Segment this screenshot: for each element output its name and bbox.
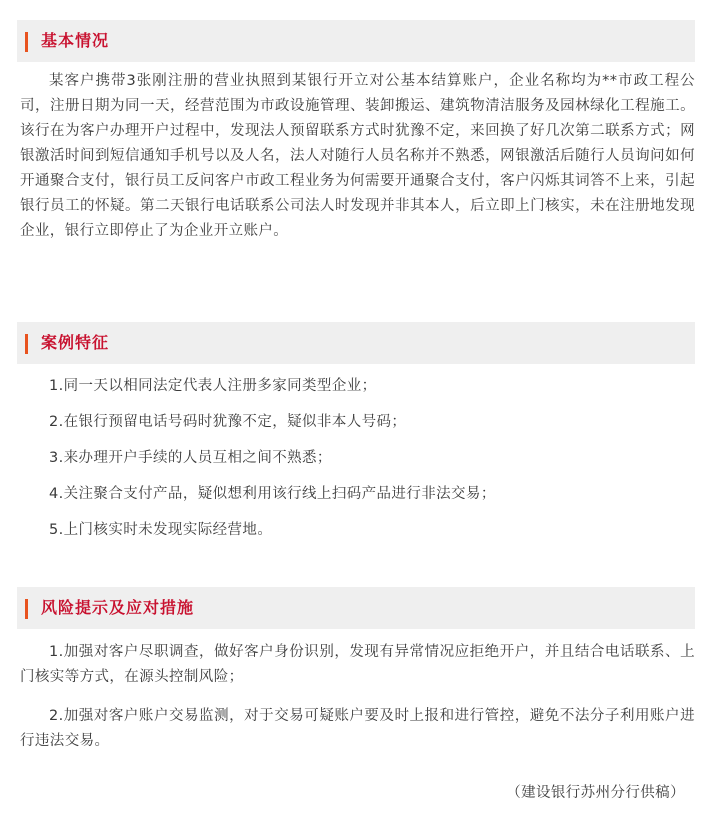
risk-measure-paragraph: 1.加强对客户尽职调查，做好客户身份识别，发现有异常情况应拒绝开户，并且结合电话联系、上门核实等方式，在源头控制风险； <box>20 644 695 685</box>
section-title: 风险提示及应对措施 <box>41 598 195 617</box>
section-header-risk-measures <box>17 587 695 629</box>
risk-measure-paragraph: 2.加强对客户账户交易监测，对于交易可疑账户要及时上报和进行管控，避免不法分子利用账户进行违法交易。 <box>20 708 695 749</box>
list-item: 3.来办理开户手续的人员互相之间不熟悉； <box>49 450 332 466</box>
basic-info-paragraph: 某客户携带3张刚注册的营业执照到某银行开立对公基本结算账户，企业名称均为**市政工程公司，注册日期为同一天，经营范围为市政设施管理、装卸搬运、建筑物清洁服务及园林绿化工程施工。该行在为客户办理开户过程中，发现法人预留联系方式时犹豫不定，来回换了好几次第二联系方式；网银激活时间到短信通知手机号以及人名，法人对随行人员名称并不熟悉，网银激活后随行人员询问如何开通聚合支付，银行员工反问客户市政工程业务为何需要开通聚合支付，客户闪烁其词答不上来，引起银行员工的怀疑。第二天银行电话联系公司法人时发现并非其本人，后立即上门核实，未在注册地发现企业，银行立即停止了为企业开立账户。 <box>20 73 695 239</box>
article-source-credit: （建设银行苏州分行供稿） <box>506 785 685 801</box>
section-title: 基本情况 <box>41 31 110 50</box>
section-header-basic-info <box>17 20 695 62</box>
list-item: 4.关注聚合支付产品，疑似想利用该行线上扫码产品进行非法交易； <box>49 486 496 502</box>
section-accent-bar <box>25 599 28 619</box>
section-title: 案例特征 <box>41 333 110 352</box>
list-item: 1.同一天以相同法定代表人注册多家同类型企业； <box>49 378 377 394</box>
section-accent-bar <box>25 334 28 354</box>
section-header-case-features <box>17 322 695 364</box>
section-accent-bar <box>25 32 28 52</box>
list-item: 2.在银行预留电话号码时犹豫不定，疑似非本人号码； <box>49 414 407 430</box>
list-item: 5.上门核实时未发现实际经营地。 <box>49 522 273 538</box>
